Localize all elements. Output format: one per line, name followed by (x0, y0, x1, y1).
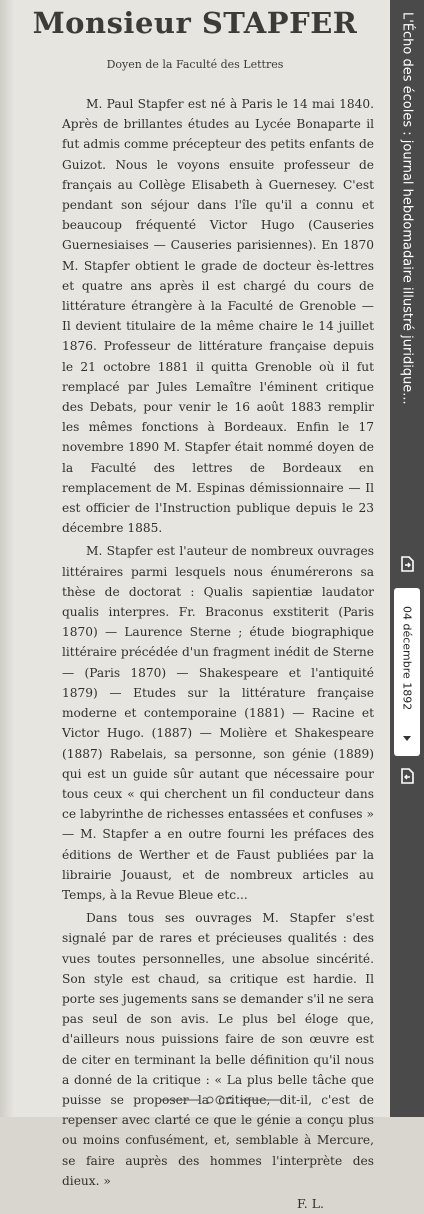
signature: F. L. (297, 1195, 324, 1211)
page-back-icon[interactable] (395, 764, 419, 788)
paragraph-3: Dans tous ses ouvrages M. Stapfer s'est signalé par de rares et précieuses qualités : des vues toutes personnelles, une absolue sincérité. Son style est chaud, sa critique est hardie. Il porte ses jugements sans se demander s'il ne sera pas seul de son avis. Le plus bel éloge que, d'ailleurs nous puissions faire de son œuvre est de citer en terminant la belle définition qu'il nous a donné de la critique : « La plus belle tâche que puisse se proposer la critique, dit-il, c'est de repenser avec clarté ce que le génie a conçu plus ou moins confusément, et, semblable à Mercure, se faire auprès des hommes l'interprète des dieux. » (62, 911, 374, 1188)
paragraph-2: M. Stapfer est l'auteur de nombreux ouvrages littéraires parmi lesquels nous énumérerons sa thèse de doctorat : Qualis sapientiæ laudator qualis interpres. Fr. Braconus exstiterit (Paris 1870) — Laurence Sterne ; étude biographique littéraire précédée d'un fragment inédit de Sterne — (Paris 1870) — Shakespeare et l'antiquité 1879) — Etudes sur la littérature française moderne et contemporaine (1881) — Racine et Victor Hugo. (1887) — Molière et Shakespeare (1887) Rabelais, sa personne, son génie (1889) qui est un guide sûr autant que nécessaire pour tous ceux « qui cherchent un fil conducteur dans ce labyrinthe de richesses entassées et confuses » — M. Stapfer a en outre fourni les préfaces des éditions de Werther et de Faust publiées par la librairie Jouaust, et de nombreux articles au Temps, à la Revue Bleue etc... (62, 544, 374, 902)
dropdown-triangle-icon[interactable] (403, 736, 411, 741)
article-title: Monsieur STAPFER (32, 6, 358, 40)
issue-date-selector[interactable] (394, 588, 420, 756)
viewer-sidebar (390, 0, 424, 1117)
issue-date: 04 décembre 1892 (400, 606, 414, 711)
ornament-icon (160, 1090, 280, 1110)
page-forward-icon[interactable] (395, 552, 419, 576)
journal-title[interactable]: L'Écho des écoles : journal hebdomadaire illustré juridique... (399, 12, 415, 405)
article-subtitle: Doyen de la Faculté des Lettres (106, 58, 284, 71)
article-body (62, 94, 374, 1214)
paragraph-1: M. Paul Stapfer est né à Paris le 14 mai 1840. Après de brillantes études au Lycée Bonaparte il fut admis comme précepteur des petits enfants de Guizot. Nous le voyons ensuite professeur de français au Collège Elisabeth à Guernesey. C'est pendant son séjour dans l'île qu'il a connu et beaucoup fréquenté Victor Hugo (Causeries Guernesiaises — Causeries parisiennes). En 1870 M. Stapfer obtient le grade de docteur ès-lettres et quatre ans après il est chargé du cours de littérature étrangère à la Faculté de Grenoble — Il devient titulaire de la même chaire le 14 juillet 1876. Professeur de littérature française depuis le 21 octobre 1881 il quitta Grenoble où il fut remplacé par Jules Lemaître l'éminent critique des Debats, pour venir le 16 août 1883 remplir les mêmes fonctions à Bordeaux. Enfin le 17 novembre 1890 M. Stapfer était nommé doyen de la Faculté des lettres de Bordeaux en remplacement de M. Espinas démissionnaire — Il est officier de l'Instruction publique depuis le 23 décembre 1885. (62, 97, 374, 536)
